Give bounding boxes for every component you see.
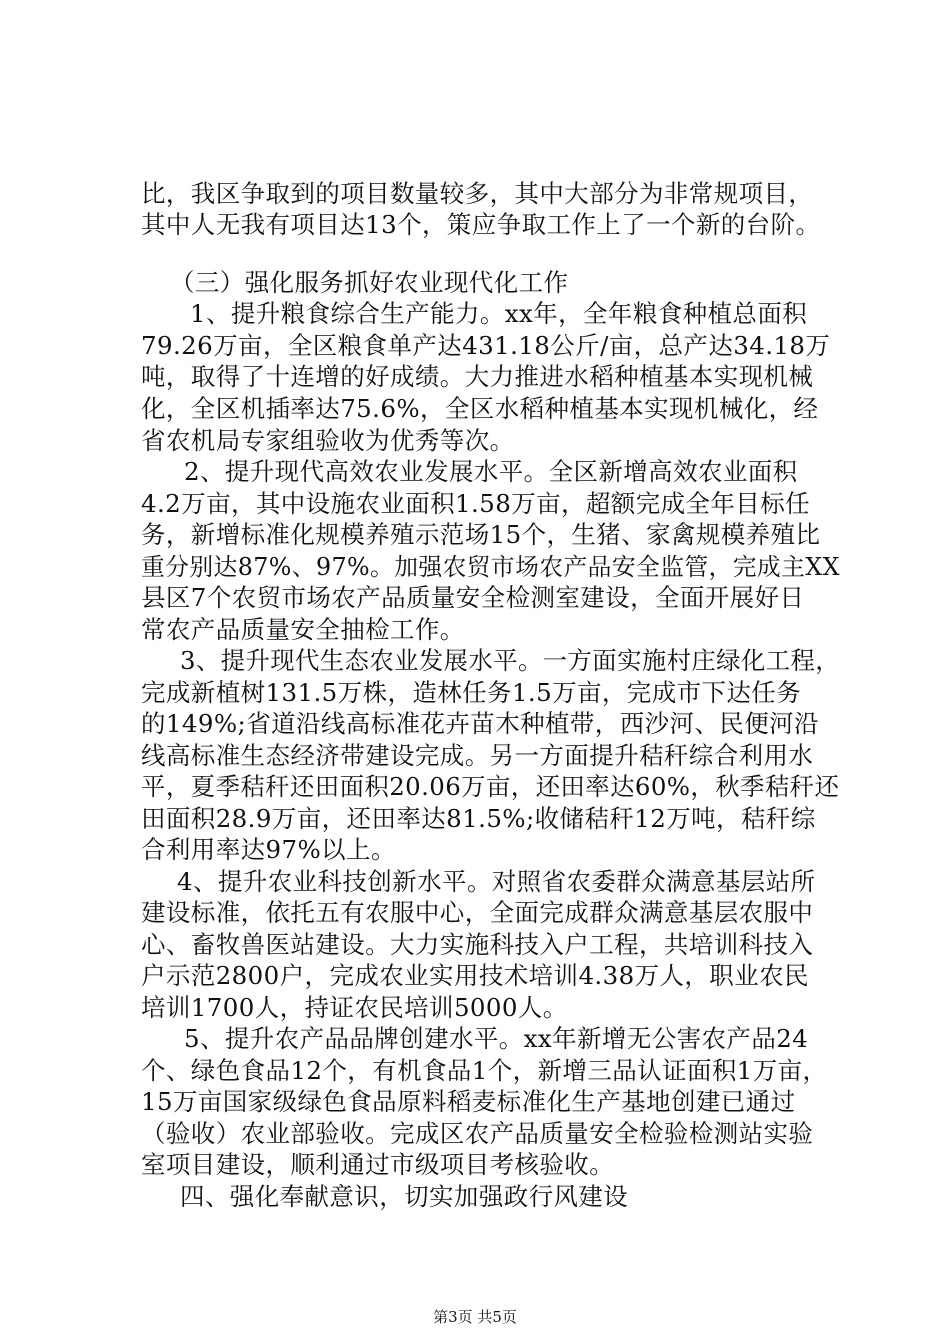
text-line: 个、绿色食品12个，有机食品1个，新增三品认证面积1万亩， <box>141 1056 828 1085</box>
text-line: 5、提升农产品品牌创建水平。xx年新增无公害农产品24 <box>184 1024 809 1053</box>
section-heading: （三）强化服务抓好农业现代化工作 <box>170 268 569 297</box>
text-line: 3、提升现代生态农业发展水平。一方面实施村庄绿化工程， <box>180 646 841 675</box>
text-line: 务，新增标准化规模养殖示范场15个，生猪、家禽规模养殖比 <box>141 520 821 549</box>
text-line: 田面积28.9万亩，还田率达81.5%;收储秸秆12万吨，秸秆综 <box>141 804 816 833</box>
text-line: 合利用率达97%以上。 <box>141 835 396 864</box>
text-line: 常农产品质量安全抽检工作。 <box>141 615 465 644</box>
text-line: 2、提升现代高效农业发展水平。全区新增高效农业面积 <box>184 457 798 486</box>
text-line: 重分别达87%、97%。加强农贸市场农产品安全监管，完成主XX <box>141 553 840 581</box>
text-line: （验收）农业部验收。完成区农产品质量安全检验检测站实验 <box>141 1119 814 1148</box>
text-line: 建设标准，依托五有农服中心，全面完成群众满意基层农服中 <box>141 898 814 927</box>
text-line: 4、提升农业科技创新水平。对照省农委群众满意基层站所 <box>177 867 816 896</box>
text-line: 室项目建设，顺利通过市级项目考核验收。 <box>141 1150 615 1179</box>
text-line: 完成新植树131.5万株，造林任务1.5万亩，完成市下达任务 <box>141 678 802 707</box>
text-line: 户示范2800户，完成农业实用技术培训4.38万人，职业农民 <box>141 961 809 990</box>
text-line: 平，夏季秸秆还田面积20.06万亩，还田率达60%，秋季秸秆还 <box>141 772 840 801</box>
text-line: 县区7个农贸市场农产品质量安全检测室建设，全面开展好日 <box>141 583 805 612</box>
text-line: 省农机局专家组验收为优秀等次。 <box>141 426 515 455</box>
text-line: 线高标准生态经济带建设完成。另一方面提升秸秆综合利用水 <box>141 741 814 770</box>
page-number-footer: 第3页 共5页 <box>433 1308 517 1326</box>
text-line: 吨，取得了十连增的好成绩。大力推进水稻种植基本实现机械 <box>141 362 814 391</box>
text-line: 比，我区争取到的项目数量较多，其中大部分为非常规项目， <box>141 179 814 208</box>
text-line: 化，全区机插率达75.6%，全区水稻种植基本实现机械化，经 <box>141 394 819 423</box>
text-line: 其中人无我有项目达13个，策应争取工作上了一个新的台阶。 <box>141 210 821 239</box>
text-line: 的149%;省道沿线高标准花卉苗木种植带，西沙河、民便河沿 <box>141 709 819 738</box>
text-line: 心、畜牧兽医站建设。大力实施科技入户工程，共培训科技入 <box>141 930 814 959</box>
text-line: 4.2万亩，其中设施农业面积1.58万亩，超额完成全年目标任 <box>141 489 811 518</box>
text-line: 培训1700人，持证农民培训5000人。 <box>141 993 568 1022</box>
text-line: 1、提升粮食综合生产能力。xx年，全年粮食种植总面积 <box>190 299 808 328</box>
section-heading: 四、强化奉献意识，切实加强政行风建设 <box>180 1182 629 1211</box>
text-line: 79.26万亩，全区粮食单产达431.18公斤/亩，总产达34.18万 <box>141 331 831 360</box>
text-line: 15万亩国家级绿色食品原料稻麦标准化生产基地创建已通过 <box>141 1087 796 1116</box>
